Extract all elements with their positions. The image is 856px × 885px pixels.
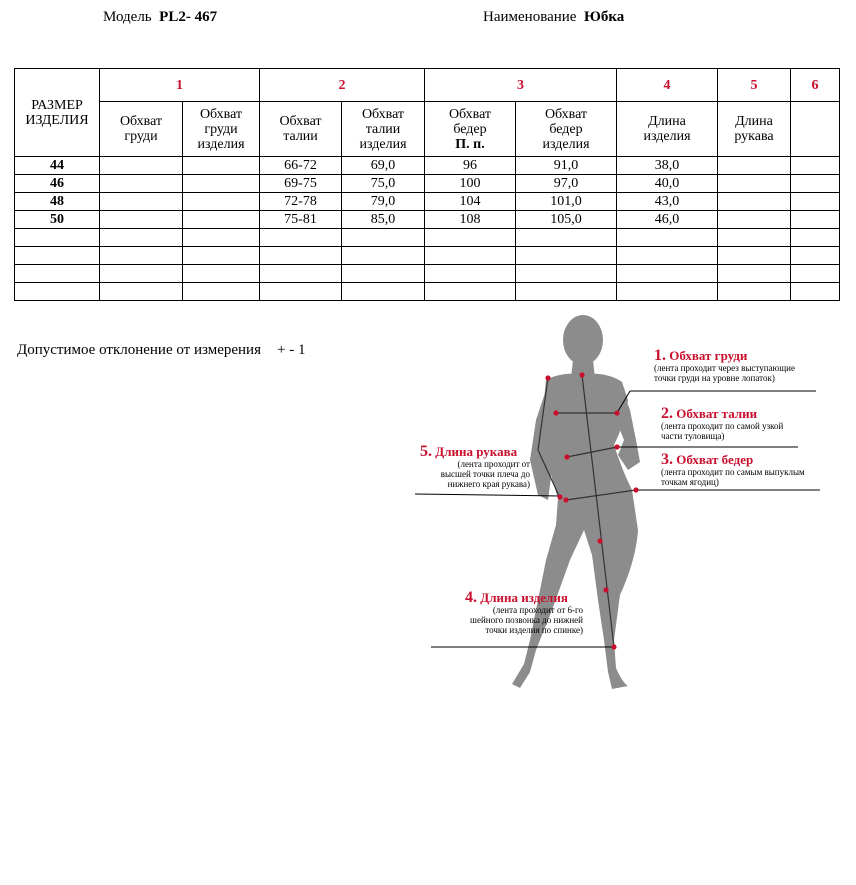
group-3-header: 3 [425,69,617,102]
item-name-value: Юбка [583,9,625,25]
group-4-header: 4 [617,69,718,102]
item-name-label: Наименование [483,9,577,25]
annotation-bust: 1. Обхват груди (лента проходит через выступающие точки груди на уровне лопаток) [654,347,795,383]
annotation-sleeve: 5. Длина рукава (лента проходит от высшей точки плеча до нижнего края рукава) [420,443,530,489]
model-value: PL2- 467 [159,9,218,25]
group-6-header: 6 [791,69,840,102]
group-1-header: 1 [100,69,260,102]
annotation-length: 4. Длина изделия (лента проходит от 6-го шейного позвонка до нижней точки изделия по спинке) [465,589,583,635]
subheader-bust-item: Обхват груди изделия [183,102,260,157]
size-column-header: РАЗМЕР ИЗДЕЛИЯ [15,69,100,157]
annotation-waist: 2. Обхват талии (лента проходит по самой узкой части туловища) [661,405,784,441]
table-row: 48 72-78 79,0 104 101,0 43,0 [15,193,840,211]
model-label: Модель [103,9,152,25]
subheader-waist-item: Обхват талии изделия [342,102,425,157]
subheader-hips: Обхват бедер П. п. [425,102,516,157]
subheader-bust: Обхват груди [100,102,183,157]
table-row: 46 69-75 75,0 100 97,0 40,0 [15,175,840,193]
tolerance-label: Допустимое отклонение от измерения [17,342,261,358]
table-row: 44 66-72 69,0 96 91,0 38,0 [15,157,840,175]
tolerance-value: + - 1 [276,342,306,358]
subheader-hips-item: Обхват бедер изделия [516,102,617,157]
subheader-sleeve: Длина рукава [718,102,791,157]
group-2-header: 2 [260,69,425,102]
subheader-length: Длина изделия [617,102,718,157]
group-5-header: 5 [718,69,791,102]
subheader-waist: Обхват талии [260,102,342,157]
annotation-hips: 3. Обхват бедер (лента проходит по самым выпуклым точкам ягодиц) [661,451,805,487]
table-row: 50 75-81 85,0 108 105,0 46,0 [15,211,840,229]
